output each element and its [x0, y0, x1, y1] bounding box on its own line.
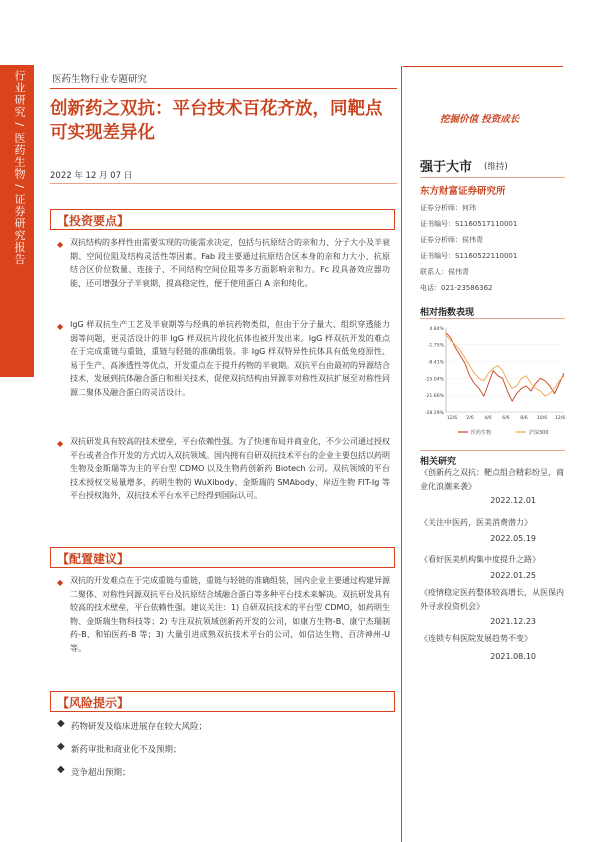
report-type: 医药生物行业专题研究 — [52, 74, 148, 85]
chart-series-line — [446, 335, 564, 396]
analyst-info: 证券分析师：侯伟青 — [420, 236, 483, 244]
relative-index-chart — [418, 322, 568, 446]
section-config: 【配置建议】 — [50, 547, 395, 568]
rating: 强于大市 — [420, 160, 473, 175]
report-title: 创新药之双抗：平台技术百花齐放，同靶点可实现差异化 — [50, 99, 383, 143]
related-date: 2022.01.25 — [490, 571, 536, 580]
header-rule — [50, 88, 397, 89]
chart-x-tick-label: 6/6 — [502, 416, 510, 421]
chart-y-tick-label: -28.29% — [424, 411, 444, 416]
bullet-icon: ◆ — [57, 741, 65, 752]
related-date: 2021.08.10 — [490, 652, 536, 661]
related-date: 2021.12.23 — [490, 617, 536, 626]
risk-item: 竞争超出预期； — [71, 768, 131, 778]
related-item[interactable]: 《看好医美机构集中度提升之路》 — [420, 555, 540, 564]
chart-x-tick-label: 8/6 — [520, 416, 528, 421]
chart-y-tick-label: -15.04% — [424, 377, 444, 383]
section-risk: 【风险提示】 — [50, 691, 395, 712]
bullet-icon: ◆ — [57, 439, 64, 448]
bullet-icon: ◆ — [57, 322, 64, 331]
related-item[interactable]: 《创新药之双抗：靶点组合精彩纷呈，商业化浪潮来袭》 — [420, 468, 564, 491]
analyst-info: 证书编号：S1160517110001 — [420, 220, 518, 228]
chart-x-tick-label: 12/6 — [446, 416, 458, 421]
firm-name: 东方财富证券研究所 — [420, 186, 506, 197]
bullet-icon: ◆ — [57, 240, 64, 249]
slogan: 挖掘价值 投资成长 — [440, 114, 520, 125]
chart-x-tick-label: 12/6 — [554, 416, 566, 421]
key-point-2: IgG 样双抗生产工艺及半衰期等与经典的单抗药物类似，但由于分子量大、组织穿透能力弱等问题，更灵活设计的非 IgG 样双抗片段化抗体也被开发出来。IgG 样双抗开发的难点在于完成重链与重链，重链与轻链的准确组装。非 IgG 样双特异性抗体具有低免疫原性、易于生产、高渗透性等优点，开发重点在于提升药物的半衰期。双抗平台由最初的异源结合技术，发展到抗体融合蛋白和相关技术，促使双抗结构由异源非对称性双抗扩展至对称性同源二聚体及融合蛋白的灵活设计。 — [70, 320, 390, 397]
chart-x-tick-label: 10/6 — [536, 416, 548, 421]
chart-title: 相对指数表现 — [420, 308, 475, 318]
chart-y-tick-label: -8.41% — [427, 360, 444, 366]
chart-rule — [420, 318, 565, 319]
risk-item: 药物研发及临床进展存在较大风险； — [71, 722, 208, 732]
key-point-3: 双抗研发具有较高的技术壁垒，平台依赖性强。为了快速布局并商业化，不少公司通过授权平台或者合作开发的方式切入双抗领域。国内拥有自研双抗技术平台的企业主要包括以药明生物及金斯瑞等为主的平台型 CDMO 以及生物药创新药 Biotech 公司。双抗领域的平台技术授权交易量增多，药明生物的 WuXibody、金斯瑞的 SMAbody、岸迈生物 FIT-Ig 等平台授权海外，双抗技术平台水平已经得到国际认可。 — [70, 437, 390, 501]
rating-rule — [420, 177, 565, 178]
key-point-1: 双抗结构的多样性由需要实现的功能需求决定，包括与抗原结合的亲和力、分子大小及半衰期、空间位阻及结构灵活性等因素。Fab 段主要通过抗原结合区本身的亲和力大小、抗原结合区价位数量、连接子、不同结构空间位阻等多方面影响亲和力。Fc 段具备效应器功能，还可增强分子半衰期，提高稳定性，便于使用蛋白 A 亲和纯化。 — [70, 238, 390, 288]
analyst-info: 证券分析师：何玮 — [420, 204, 476, 212]
report-date: 2022 年 12 月 07 日 — [50, 171, 133, 181]
right-top-rule — [403, 66, 563, 67]
chart-x-tick-label: 4/6 — [484, 416, 492, 421]
analyst-info: 证书编号：S1160522110001 — [420, 252, 518, 260]
phone-info: 电话：021-23586362 — [420, 284, 493, 292]
chart-legend-label: 沪深300 — [529, 430, 549, 436]
related-rule — [420, 450, 565, 451]
related-item[interactable]: 《关注中医药，医美消费潜力》 — [420, 518, 532, 527]
chart-y-tick-label: -1.75% — [427, 343, 444, 349]
rating-sub: (维持) — [484, 162, 508, 172]
risk-item: 新药审批和商业化不及预期； — [71, 745, 182, 755]
chart-series-line — [446, 333, 564, 401]
related-date: 2022.05.19 — [490, 534, 536, 543]
chart-x-tick-label: 2/6 — [466, 416, 474, 421]
contact-info: 联系人：侯伟青 — [420, 268, 469, 276]
bullet-icon: ◆ — [57, 764, 65, 775]
chart-y-tick-label: -21.66% — [424, 394, 444, 400]
side-label: 行业研究 / 医药生物 / 证券研究报告 — [13, 70, 26, 266]
column-separator — [401, 66, 402, 842]
related-date: 2022.12.01 — [490, 496, 536, 505]
section-key-points: 【投资要点】 — [50, 209, 395, 230]
related-title: 相关研究 — [420, 457, 457, 467]
related-item[interactable]: 《连锁专科医院发展趋势不变》 — [420, 634, 532, 643]
config-text: 双抗的开发难点在于完成重链与重链，重链与轻链的准确组装，国内企业主要通过构建异源二聚体、对称性同源双抗平台及抗原结合域融合蛋白等多种平台技术来解决。双抗研发具有较高的技术壁垒，平台依赖性强。建议关注：1) 自研双抗技术的平台型 CDMO，如药明生物、金斯瑞生物科技等；2) 专注双抗领域创新药开发的公司，如康方生物-B、康宁杰瑞制药-B、和铂医药-B 等；3) 大量引进成熟双抗技术平台的公司，如信达生物、百济神州-U 等。 — [70, 576, 390, 653]
chart-legend-label: 医药生物 — [471, 430, 492, 436]
chart-y-tick-label: 4.84% — [429, 327, 444, 332]
bullet-icon: ◆ — [57, 718, 65, 729]
related-item[interactable]: 《疫情稳定医药整体较高增长，从医保内外寻求投资机会》 — [420, 588, 564, 611]
bullet-icon: ◆ — [57, 578, 64, 587]
date-rule — [50, 183, 397, 184]
